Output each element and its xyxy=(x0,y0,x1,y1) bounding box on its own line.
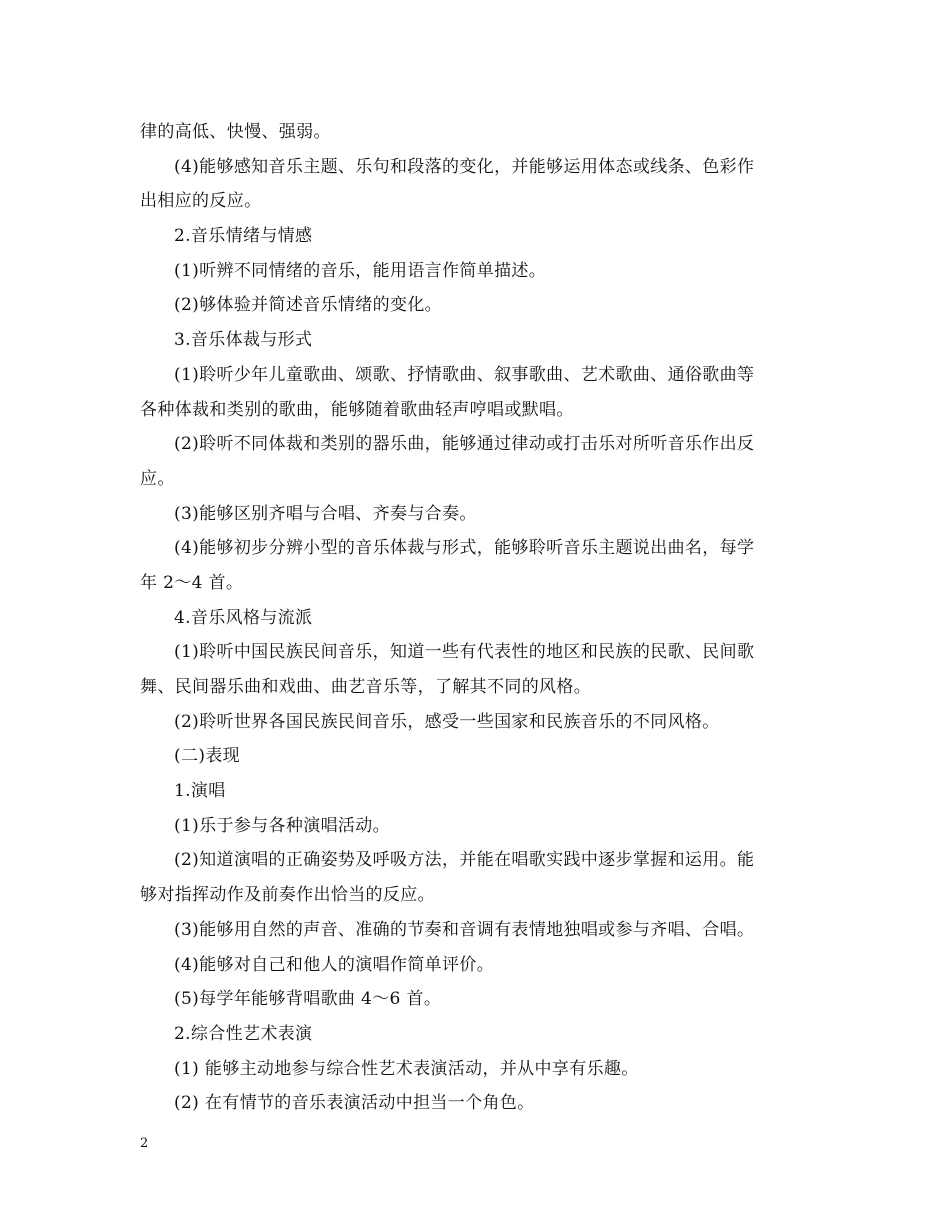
page-number: 2 xyxy=(140,1136,149,1151)
section-heading: (二)表现 xyxy=(174,746,241,767)
text-line: (4)能够感知音乐主题、乐句和段落的变化，并能够运用体态或线条、色彩作 xyxy=(174,156,755,177)
section-heading: 2.音乐情绪与情感 xyxy=(174,226,313,247)
text-line: 出相应的反应。 xyxy=(140,191,262,212)
section-heading: 3.音乐体裁与形式 xyxy=(174,330,313,351)
text-line: (4)能够初步分辨小型的音乐体裁与形式，能够聆听音乐主题说出曲名，每学 xyxy=(174,538,755,559)
text-line: 应。 xyxy=(140,468,175,489)
text-line: (2)聆听不同体裁和类别的器乐曲，能够通过律动或打击乐对所听音乐作出反 xyxy=(174,434,755,455)
text-line: (2) 在有情节的音乐表演活动中担当一个角色。 xyxy=(174,1093,535,1114)
text-line: (1)听辨不同情绪的音乐，能用语言作简单描述。 xyxy=(174,260,547,281)
text-line: (1) 能够主动地参与综合性艺术表演活动，并从中享有乐趣。 xyxy=(174,1058,639,1079)
text-line: (1)乐于参与各种演唱活动。 xyxy=(174,815,390,836)
body-text xyxy=(140,115,812,1121)
text-line: 舞、民间器乐曲和戏曲、曲艺音乐等，了解其不同的风格。 xyxy=(140,677,592,697)
section-heading: 1.演唱 xyxy=(174,781,226,802)
text-line: 律的高低、快慢、强弱。 xyxy=(140,122,331,142)
text-line: 各种体裁和类别的歌曲，能够随着歌曲轻声哼唱或默唱。 xyxy=(140,399,574,420)
text-line: (1)聆听中国民族民间音乐，知道一些有代表性的地区和民族的民歌、民间歌 xyxy=(174,642,755,663)
text-line: (2)知道演唱的正确姿势及呼吸方法，并能在唱歌实践中逐步掌握和运用。能 xyxy=(174,850,755,871)
text-line: (2)聆听世界各国民族民间音乐，感受一些国家和民族音乐的不同风格。 xyxy=(174,711,720,732)
text-line: (4)能够对自己和他人的演唱作简单评价。 xyxy=(174,954,495,975)
text-line: (5)每学年能够背唱歌曲 4～6 首。 xyxy=(174,989,442,1010)
text-line: 年 2～4 首。 xyxy=(140,572,244,593)
section-heading: 2.综合性艺术表演 xyxy=(174,1023,313,1044)
text-line: (2)够体验并简述音乐情绪的变化。 xyxy=(174,295,443,316)
text-line: (1)聆听少年儿童歌曲、颂歌、抒情歌曲、叙事歌曲、艺术歌曲、通俗歌曲等 xyxy=(174,364,755,385)
text-line: 够对指挥动作及前奏作出恰当的反应。 xyxy=(140,885,435,906)
text-line: (3)能够区别齐唱与合唱、齐奏与合奏。 xyxy=(174,503,477,524)
text-line: (3)能够用自然的声音、准确的节奏和音调有表情地独唱或参与齐唱、合唱。 xyxy=(174,919,755,940)
section-heading: 4.音乐风格与流派 xyxy=(174,607,313,628)
